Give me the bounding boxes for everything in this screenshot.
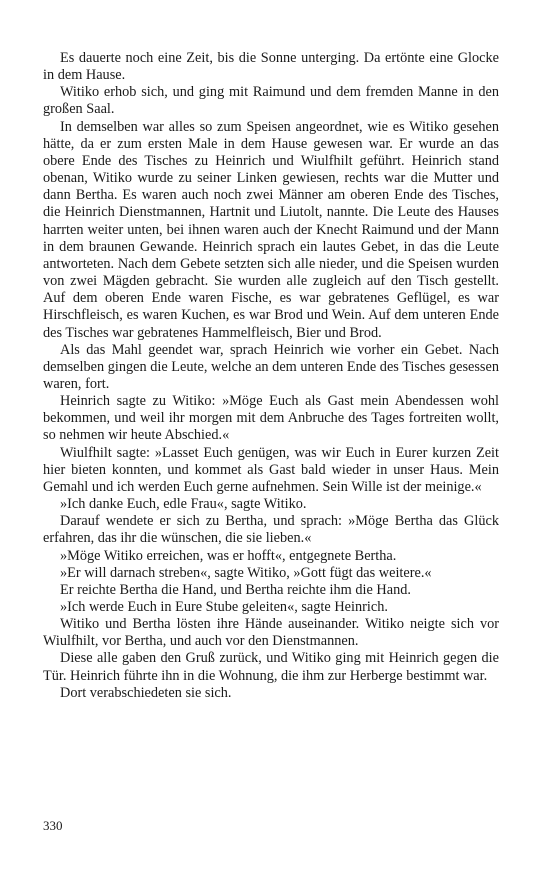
page-number: 330: [43, 818, 63, 833]
paragraph: Wiulfhilt sagte: »Lasset Euch genügen, was wir Euch in Eurer kurzen Zeit hier bieten konnten, und kommet als Gast bald wieder in unser Haus. Mein Gemahl und ich werden Euch gerne aufnehmen. Sein Wille ist der meinige.«: [43, 444, 499, 495]
text-block: [43, 50, 499, 702]
paragraph: »Er will darnach streben«, sagte Witiko, »Gott fügt das weitere.«: [60, 564, 432, 581]
paragraph: In demselben war alles so zum Speisen angeordnet, wie es Witiko gesehen hätte, da er zum ersten Male in dem Hause gewesen war. Er wurde an das obere Ende des Tisches zu Heinrich und Wiulfhilt geführt. Heinrich stand obenan, Witiko wurde zu seiner Linken gewiesen, rechts war die Mutter und dann Bertha. Es waren auch noch zwei Männer am oberen Ende des Tisches, die Heinrich Dienstmannen, Hartnit und Liutolt, nannte. Die Leute des Hauses harrten weiter unten, bei ihnen waren auch der Knecht Raimund und der Mann in dem braunen Gewande. Heinrich sprach ein lautes Gebet, in das die Leute antworteten. Nach dem Gebete setzten sich alle nieder, und die Speisen wurden von zwei Mägden gebracht. Sie wurden alle zugleich auf den Tisch gestellt. Auf dem oberen Ende waren Fische, es war gebratenes Geflügel, es war Hirschfleisch, es waren Kuchen, es war Brod und Wein. Auf dem unteren Ende des Tisches war gebratenes Hammelfleisch, Bier und Brod.: [43, 118, 499, 341]
paragraph: Als das Mahl geendet war, sprach Heinrich wie vorher ein Gebet. Nach demselben gingen die Leute, welche an dem unteren Ende des Tisches gesessen waren, fort.: [43, 341, 499, 392]
paragraph: Diese alle gaben den Gruß zurück, und Witiko ging mit Heinrich gegen die Tür. Heinrich führte ihn in die Wohnung, die ihm zur Herberge bestimmt war.: [43, 650, 499, 684]
paragraph: Es dauerte noch eine Zeit, bis die Sonne unterging. Da ertönte eine Glocke in dem Hause.: [43, 50, 499, 84]
paragraph: Witiko und Bertha lösten ihre Hände auseinander. Witiko neigte sich vor Wiulfhilt, vor Bertha, und auch vor den Dienstmannen.: [43, 616, 499, 650]
paragraph: Darauf wendete er sich zu Bertha, und sprach: »Möge Bertha das Glück erfahren, das ihr die wünschen, die sie lieben.«: [43, 513, 499, 547]
paragraph: Dort verabschiedeten sie sich.: [60, 684, 232, 701]
paragraph: »Ich danke Euch, edle Frau«, sagte Witiko.: [60, 496, 307, 513]
paragraph: Heinrich sagte zu Witiko: »Möge Euch als Gast mein Abendessen wohl bekommen, und weil ihr morgen mit dem Anbruche des Tages fortreiten wollt, so nehmen wir heute Abschied.«: [43, 393, 499, 444]
paragraph: »Möge Witiko erreichen, was er hofft«, entgegnete Bertha.: [60, 547, 397, 564]
paragraph: Er reichte Bertha die Hand, und Bertha reichte ihm die Hand.: [60, 581, 411, 598]
paragraph: »Ich werde Euch in Eure Stube geleiten«, sagte Heinrich.: [60, 599, 388, 615]
paragraph: Witiko erhob sich, und ging mit Raimund und dem fremden Manne in den großen Saal.: [43, 84, 499, 118]
